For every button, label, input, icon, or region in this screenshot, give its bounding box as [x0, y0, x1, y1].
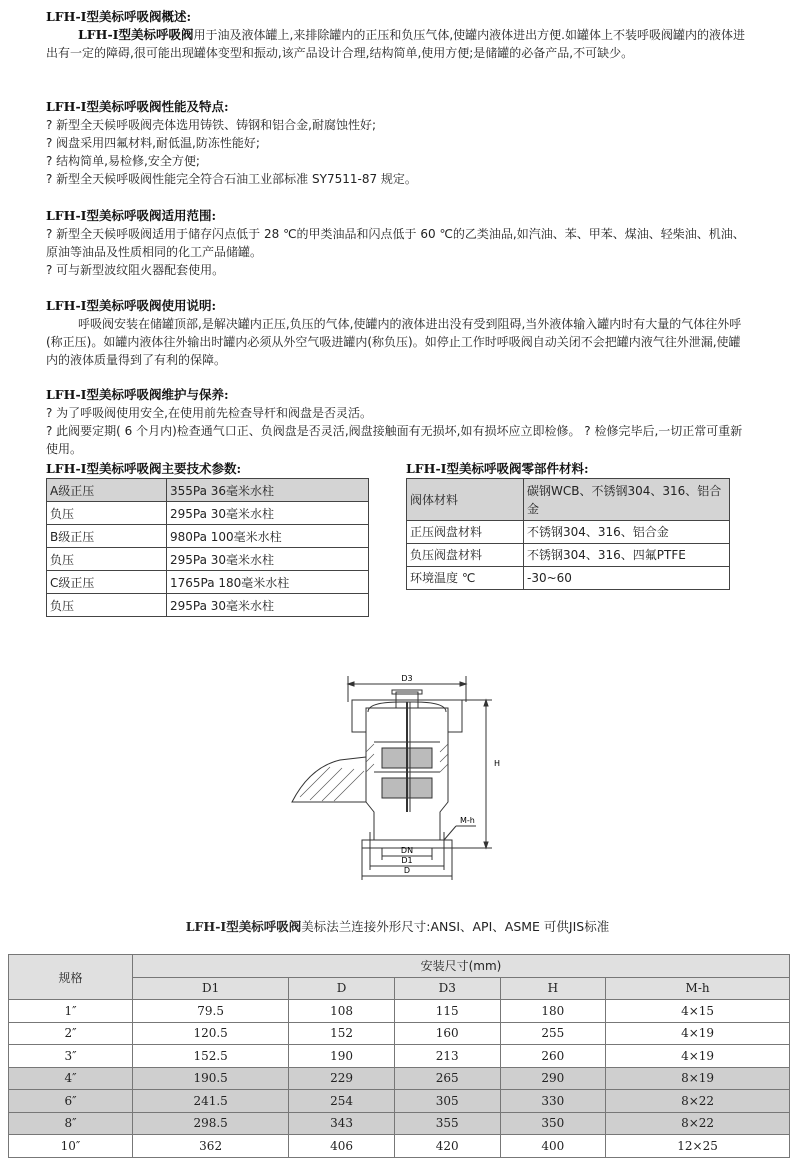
overview-lead: LFH-I型美标呼吸阀: [78, 27, 194, 42]
param-value: 295Pa 30毫米水柱: [167, 502, 369, 525]
scope-item: ? 可与新型波纹阻火器配套使用。: [46, 263, 225, 277]
table-row: [9, 1022, 790, 1045]
material-key: 环境温度 ℃: [407, 567, 524, 590]
overview-heading: LFH-I型美标呼吸阀概述:: [46, 9, 192, 24]
cell: 4×19: [606, 1022, 790, 1045]
cell: 362: [133, 1135, 289, 1158]
cell: 8″: [9, 1112, 133, 1135]
caption-bold: LFH-I型美标呼吸阀: [185, 919, 302, 934]
material-key: 负压阀盘材料: [407, 544, 524, 567]
params-table: [46, 478, 369, 617]
param-key: 负压: [47, 548, 167, 571]
param-key: C级正压: [47, 571, 167, 594]
material-value: 不锈钢304、316、铝合金: [524, 521, 730, 544]
label-dn: DN: [400, 846, 414, 855]
cell: 6″: [9, 1090, 133, 1113]
cell: 260: [500, 1045, 606, 1068]
param-value: 355Pa 36毫米水柱: [167, 479, 369, 502]
cell: 115: [394, 1000, 500, 1023]
material-value: -30~60: [524, 567, 730, 590]
cell: 305: [394, 1090, 500, 1113]
cell: 180: [500, 1000, 606, 1023]
cell: 254: [289, 1090, 395, 1113]
scope-item: ? 新型全天候呼吸阀适用于储存闪点低于 28 ℃的甲类油品和闪点低于 60 ℃的乙类油品,如汽油、苯、甲苯、煤油、轻柴油、机油、原油等油品及性质相同的化工产品储罐。: [46, 227, 745, 259]
features-item: ? 结构简单,易检修,安全方便;: [46, 154, 200, 168]
maintenance-item: ? 此阀要定期( 6 个月内)检查通气口正、负阀盘是否灵活,阀盘接触面有无损坏,如有损坏应立即检修。 ? 检修完毕后,一切正常可重新使用。: [46, 424, 743, 456]
table-row: [47, 525, 369, 548]
cell: 290: [500, 1067, 606, 1090]
column-header: D1: [133, 977, 289, 1000]
features-item: ? 新型全天候呼吸阀性能完全符合石油工业部标准 SY7511-87 规定。: [46, 172, 417, 186]
overview-body: 用于油及液体罐上,来排除罐内的正压和负压气体,使罐内液体进出方便.如罐体上不装呼吸阀罐内的液体进出有一定的障碍,很可能出现罐体变型和振动,该产品设计合理,结构简单,使用方便;是储罐的必备产品,不可缺少。: [46, 28, 745, 60]
valve-drawing: [270, 662, 530, 892]
scope-heading: LFH-I型美标呼吸阀适用范围:: [46, 208, 217, 223]
param-value: 295Pa 30毫米水柱: [167, 594, 369, 617]
cell: 420: [394, 1135, 500, 1158]
table-row: [9, 1112, 790, 1135]
cell: 79.5: [133, 1000, 289, 1023]
cell: 1″: [9, 1000, 133, 1023]
table-row: [407, 567, 730, 590]
param-value: 1765Pa 180毫米水柱: [167, 571, 369, 594]
cell: 4×15: [606, 1000, 790, 1023]
cell: 12×25: [606, 1135, 790, 1158]
cell: 229: [289, 1067, 395, 1090]
param-key: 负压: [47, 594, 167, 617]
table-row: [9, 1135, 790, 1158]
table-row: [9, 1045, 790, 1068]
cell: 190.5: [133, 1067, 289, 1090]
cell: 8×22: [606, 1090, 790, 1113]
features-heading: LFH-I型美标呼吸阀性能及特点:: [46, 99, 229, 114]
column-header: H: [500, 977, 606, 1000]
cell: 108: [289, 1000, 395, 1023]
label-d: D: [403, 866, 411, 875]
scope-section: [46, 207, 746, 279]
material-key: 阀体材料: [407, 479, 524, 521]
table-header-row: [9, 955, 790, 978]
table-row: [47, 594, 369, 617]
param-value: 980Pa 100毫米水柱: [167, 525, 369, 548]
caption-rest: 美标法兰连接外形尺寸:ANSI、API、ASME 可供JIS标准: [301, 919, 610, 934]
cell: 152: [289, 1022, 395, 1045]
materials-table: [406, 478, 730, 590]
header-group: 安装尺寸(mm): [133, 955, 790, 978]
table-row: [407, 521, 730, 544]
cell: 330: [500, 1090, 606, 1113]
table-row: [407, 479, 730, 521]
table-row: [47, 479, 369, 502]
column-header: D: [289, 977, 395, 1000]
cell: 4″: [9, 1067, 133, 1090]
overview-section: [46, 8, 746, 62]
cell: 120.5: [133, 1022, 289, 1045]
material-value: 不锈钢304、316、四氟PTFE: [524, 544, 730, 567]
dimension-table: [8, 954, 790, 1158]
label-h: H: [494, 759, 501, 768]
cell: 8×22: [606, 1112, 790, 1135]
cell: 265: [394, 1067, 500, 1090]
param-value: 295Pa 30毫米水柱: [167, 548, 369, 571]
params-heading: LFH-I型美标呼吸阀主要技术参数:: [46, 461, 242, 476]
cell: 343: [289, 1112, 395, 1135]
usage-body: 呼吸阀安装在储罐顶部,是解决罐内正压,负压的气体,使罐内的液体进出没有受到阻碍,当外液体输入罐内时有大量的气体往外呼(称正压)。如罐内液体往外输出时罐内必须从外空气吸进罐内(称负压)。如停止工作时呼吸阀自动关闭不会把罐内液气往外泄漏,使罐内的液体质量得到了有利的保障。: [46, 317, 742, 367]
cell: 2″: [9, 1022, 133, 1045]
label-mh: M-h: [460, 816, 475, 825]
table-row: [47, 502, 369, 525]
maintenance-section: [46, 386, 746, 458]
cell: 298.5: [133, 1112, 289, 1135]
cell: 152.5: [133, 1045, 289, 1068]
overview-text: [46, 26, 746, 62]
table-row: [47, 571, 369, 594]
material-key: 正压阀盘材料: [407, 521, 524, 544]
column-header: M-h: [606, 977, 790, 1000]
cell: 4×19: [606, 1045, 790, 1068]
table-row: [9, 1000, 790, 1023]
usage-heading: LFH-I型美标呼吸阀使用说明:: [46, 298, 217, 313]
cell: 241.5: [133, 1090, 289, 1113]
maintenance-heading: LFH-I型美标呼吸阀维护与保养:: [46, 387, 229, 402]
cell: 8×19: [606, 1067, 790, 1090]
label-d1: D1: [401, 856, 413, 865]
cell: 213: [394, 1045, 500, 1068]
material-value: 碳钢WCB、不锈钢304、316、铝合金: [524, 479, 730, 521]
features-item: ? 新型全天候呼吸阀壳体选用铸铁、铸钢和铝合金,耐腐蚀性好;: [46, 118, 377, 132]
usage-section: [46, 297, 746, 369]
table-row: [407, 544, 730, 567]
features-section: [46, 98, 746, 188]
cell: 255: [500, 1022, 606, 1045]
label-d3: D3: [401, 674, 413, 683]
maintenance-item: ? 为了呼吸阀使用安全,在使用前先检查导杆和阀盘是否灵活。: [46, 406, 373, 420]
table-row: [47, 548, 369, 571]
dimension-caption: [0, 917, 795, 935]
cell: 355: [394, 1112, 500, 1135]
cell: 400: [500, 1135, 606, 1158]
param-key: A级正压: [47, 479, 167, 502]
cell: 10″: [9, 1135, 133, 1158]
cell: 350: [500, 1112, 606, 1135]
cell: 406: [289, 1135, 395, 1158]
column-header: D3: [394, 977, 500, 1000]
cell: 190: [289, 1045, 395, 1068]
param-key: B级正压: [47, 525, 167, 548]
cell: 3″: [9, 1045, 133, 1068]
features-item: ? 阀盘采用四氟材料,耐低温,防冻性能好;: [46, 136, 260, 150]
header-spec: 规格: [9, 955, 133, 1000]
table-row: [9, 1090, 790, 1113]
materials-heading: LFH-I型美标呼吸阀零部件材料:: [406, 461, 589, 476]
param-key: 负压: [47, 502, 167, 525]
cell: 160: [394, 1022, 500, 1045]
table-row: [9, 1067, 790, 1090]
